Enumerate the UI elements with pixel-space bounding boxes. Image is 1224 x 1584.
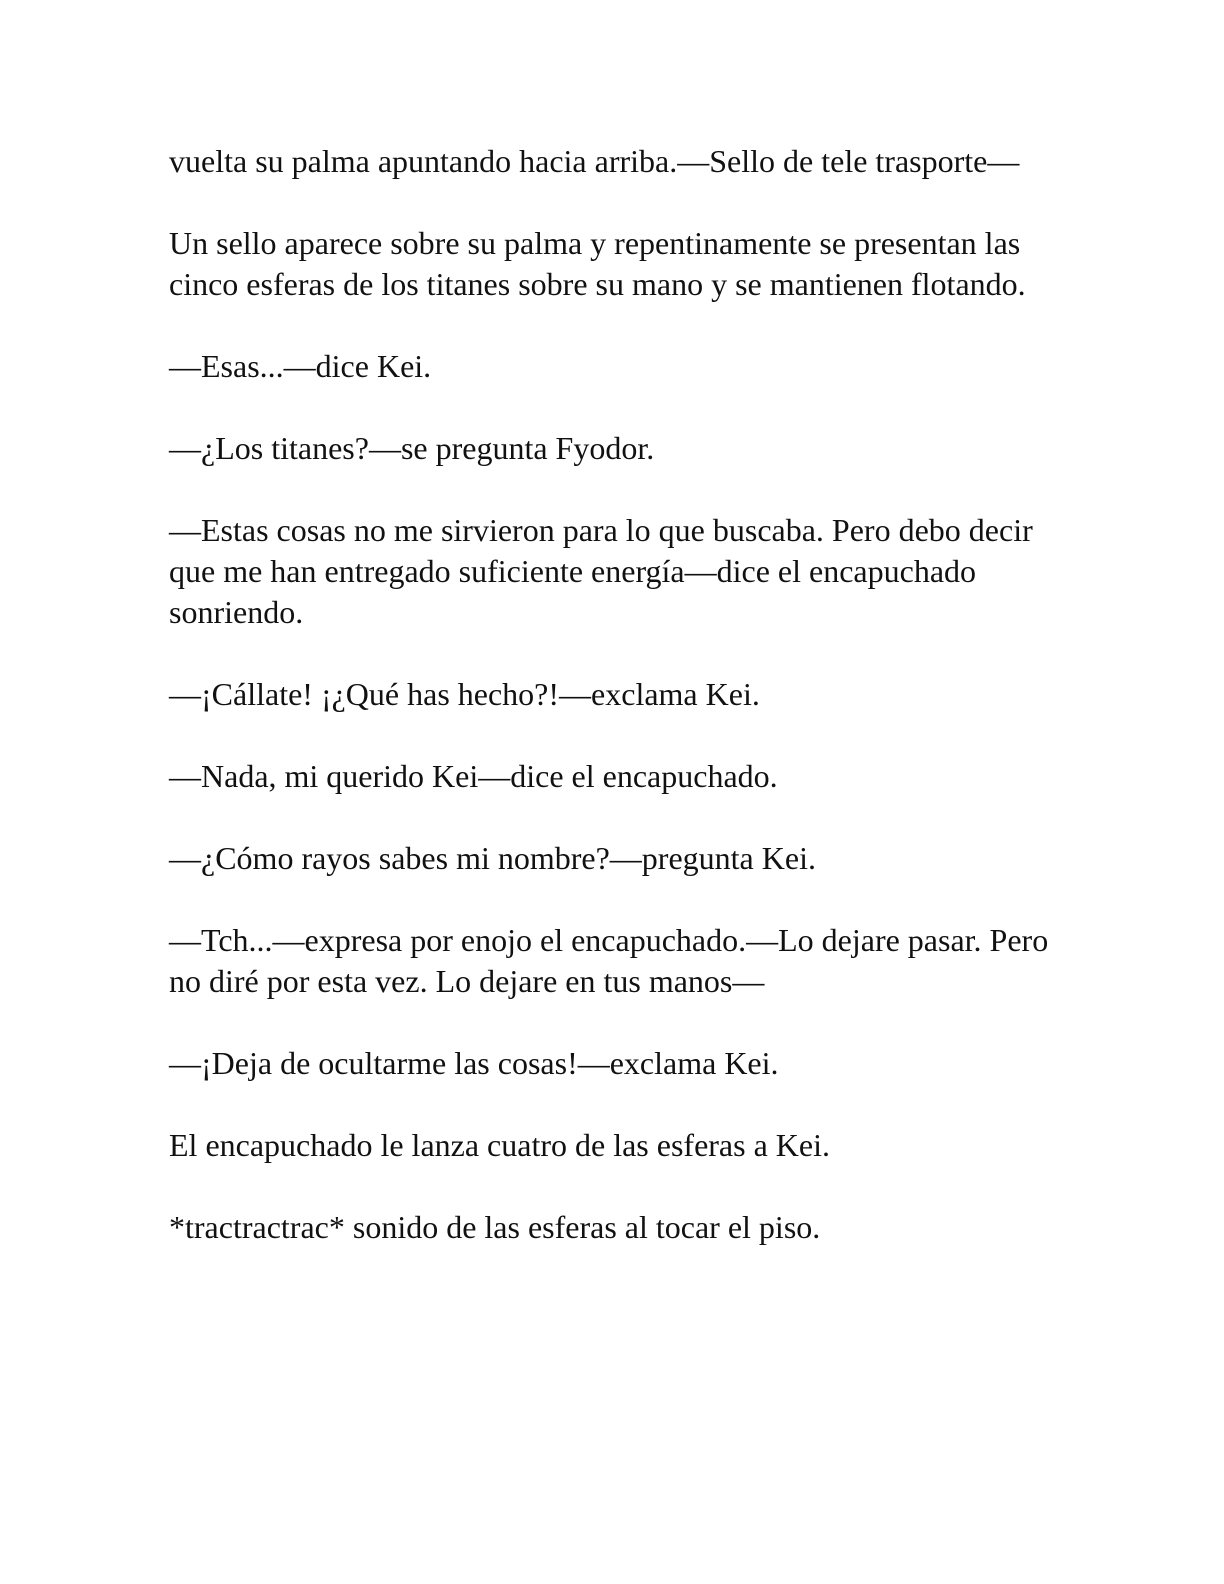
paragraph: Un sello aparece sobre su palma y repentinamente se presentan las cinco esferas de los titanes sobre su mano y se mantienen flotando. (169, 225, 1026, 302)
paragraph: —Tch...—expresa por enojo el encapuchado.—Lo dejare pasar. Pero no diré por esta vez. Lo dejare en tus manos— (169, 922, 1049, 999)
paragraph: vuelta su palma apuntando hacia arriba.—Sello de tele trasporte— (169, 143, 1020, 179)
paragraph: —¡Cállate! ¡¿Qué has hecho?!—exclama Kei. (169, 676, 760, 712)
paragraph: —¡Deja de ocultarme las cosas!—exclama Kei. (169, 1045, 779, 1081)
paragraph: —¿Los titanes?—se pregunta Fyodor. (169, 430, 655, 466)
paragraph: El encapuchado le lanza cuatro de las esferas a Kei. (169, 1127, 830, 1163)
paragraph: —Estas cosas no me sirvieron para lo que buscaba. Pero debo decir que me han entregado suficiente energía—dice el encapuchado sonriendo. (169, 512, 1033, 630)
paragraph: —Nada, mi querido Kei—dice el encapuchado. (169, 758, 778, 794)
document-body (169, 141, 1049, 1289)
paragraph: —¿Cómo rayos sabes mi nombre?—pregunta Kei. (169, 840, 816, 876)
paragraph: *tractractrac* sonido de las esferas al tocar el piso. (169, 1209, 821, 1245)
paragraph: —Esas...—dice Kei. (169, 348, 432, 384)
